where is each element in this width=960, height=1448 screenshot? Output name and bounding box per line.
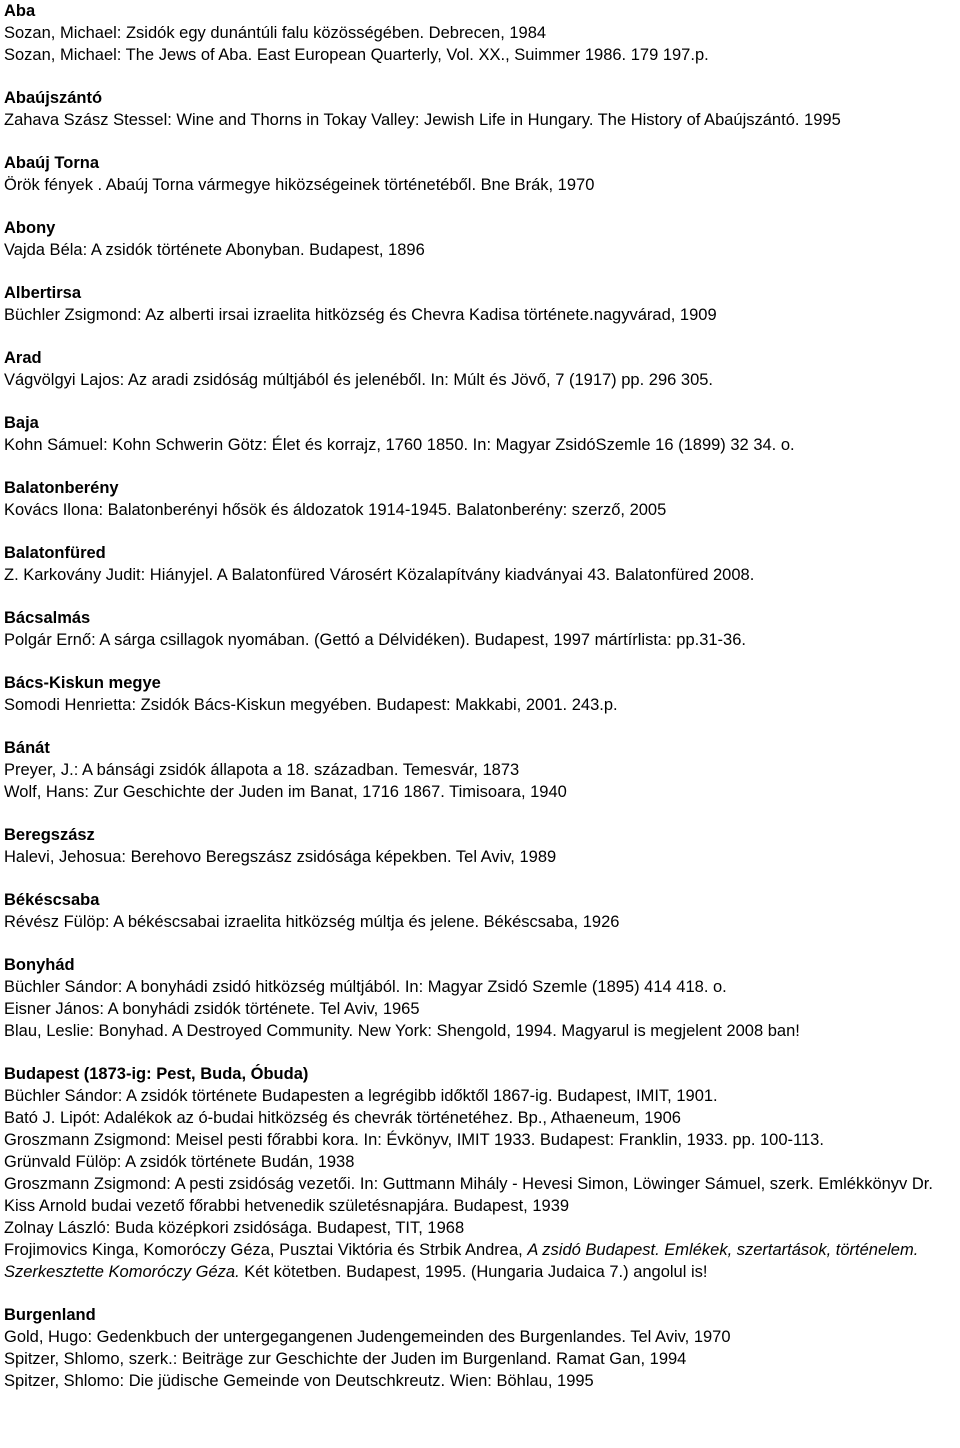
entry-line: Polgár Ernő: A sárga csillagok nyomában. (Gettó a Délvidéken). Budapest, 1997 mártírlista: pp.31-36.	[4, 631, 746, 649]
entry-line: Eisner János: A bonyhádi zsidók története. Tel Aviv, 1965	[4, 1000, 420, 1018]
section-heading: Abony	[4, 219, 56, 237]
section-burgenland	[4, 1304, 956, 1392]
section-baja	[4, 412, 956, 456]
entry-line: Wolf, Hans: Zur Geschichte der Juden im Banat, 1716 1867. Timisoara, 1940	[4, 783, 567, 801]
section-heading: Bácsalmás	[4, 609, 91, 627]
section-balatonfured	[4, 542, 956, 586]
section-arad	[4, 347, 956, 391]
entry-line: Spitzer, Shlomo: Die jüdische Gemeinde von Deutschkreutz. Wien: Böhlau, 1995	[4, 1372, 594, 1390]
section-heading: Baja	[4, 414, 39, 432]
section-bacs-kiskun	[4, 672, 956, 716]
entry-line: Büchler Zsigmond: Az alberti irsai izraelita hitközség és Chevra Kadisa története.nagyvárad, 1909	[4, 306, 717, 324]
section-bonyhad	[4, 954, 956, 1042]
entry-rest: Két kötetben. Budapest, 1995. (Hungaria Judaica 7.) angolul is!	[239, 1263, 708, 1281]
section-beregszasz	[4, 824, 956, 868]
section-banat	[4, 737, 956, 803]
entry-line: Büchler Sándor: A bonyhádi zsidó hitközség múltjából. In: Magyar Zsidó Szemle (1895) 414 418. o.	[4, 978, 727, 996]
entry-line: Vágvölgyi Lajos: Az aradi zsidóság múltjából és jelenéből. In: Múlt és Jövő, 7 (1917) pp. 296 305.	[4, 371, 714, 389]
entry-line: Groszmann Zsigmond: Meisel pesti főrabbi kora. In: Évkönyv, IMIT 1933. Budapest: Franklin, 1933. pp. 100-113.	[4, 1131, 824, 1149]
section-bacsalmas	[4, 607, 956, 651]
section-albertirsa	[4, 282, 956, 326]
entry-line: Kohn Sámuel: Kohn Schwerin Götz: Élet és korrajz, 1760 1850. In: Magyar ZsidóSzemle 16 (1899) 32 34. o.	[4, 436, 795, 454]
section-heading: Burgenland	[4, 1306, 96, 1324]
entry-line: Preyer, J.: A bánsági zsidók állapota a 18. században. Temesvár, 1873	[4, 761, 520, 779]
entry-line: Zahava Szász Stessel: Wine and Thorns in Tokay Valley: Jewish Life in Hungary. The History of Abaújszántó. 1995	[4, 111, 841, 129]
section-heading: Aba	[4, 2, 36, 20]
entry-line: Sozan, Michael: The Jews of Aba. East European Quarterly, Vol. XX., Suimmer 1986. 179 197.p.	[4, 46, 709, 64]
entry-line: Spitzer, Shlomo, szerk.: Beiträge zur Geschichte der Juden im Burgenland. Ramat Gan, 1994	[4, 1350, 687, 1368]
section-heading: Bács-Kiskun megye	[4, 674, 161, 692]
section-abauj-torna	[4, 152, 956, 196]
entry-line: Blau, Leslie: Bonyhad. A Destroyed Community. New York: Shengold, 1994. Magyarul is megjelent 2008 ban!	[4, 1022, 800, 1040]
section-abaujszanto	[4, 87, 956, 131]
entry-line: Vajda Béla: A zsidók története Abonyban. Budapest, 1896	[4, 241, 425, 259]
entry-line: Somodi Henrietta: Zsidók Bács-Kiskun megyében. Budapest: Makkabi, 2001. 243.p.	[4, 696, 618, 714]
entry-line: Bató J. Lipót: Adalékok az ó-budai hitközség és chevrák történetéhez. Bp., Athaeneum, 1906	[4, 1109, 681, 1127]
section-heading: Abaúj Torna	[4, 154, 100, 172]
entry-line: Büchler Sándor: A zsidók története Budapesten a legrégibb időktől 1867-ig. Budapest, IMIT, 1901.	[4, 1087, 718, 1105]
section-heading: Békéscsaba	[4, 891, 100, 909]
entry-line: Révész Fülöp: A békéscsabai izraelita hitközség múltja és jelene. Békéscsaba, 1926	[4, 913, 620, 931]
section-heading: Balatonfüred	[4, 544, 106, 562]
section-heading: Budapest (1873-ig: Pest, Buda, Óbuda)	[4, 1065, 309, 1083]
entry-line: Zolnay László: Buda középkori zsidósága. Budapest, TIT, 1968	[4, 1219, 465, 1237]
section-abony	[4, 217, 956, 261]
section-heading: Abaújszántó	[4, 89, 103, 107]
entry-line: Gold, Hugo: Gedenkbuch der untergegangenen Judengemeinden des Burgenlandes. Tel Aviv, 1970	[4, 1328, 731, 1346]
entry-line: Halevi, Jehosua: Berehovo Beregszász zsidósága képekben. Tel Aviv, 1989	[4, 848, 557, 866]
section-heading: Balatonberény	[4, 479, 119, 497]
entry-line: Z. Karkovány Judit: Hiányjel. A Balatonfüred Városért Közalapítvány kiadványai 43. Balatonfüred 2008.	[4, 566, 755, 584]
entry-line: Sozan, Michael: Zsidók egy dunántúli falu közösségében. Debrecen, 1984	[4, 24, 547, 42]
section-heading: Bánát	[4, 739, 50, 757]
entry-line: Kovács Ilona: Balatonberényi hősök és áldozatok 1914-1945. Balatonberény: szerző, 2005	[4, 501, 667, 519]
entry-line-frojimovics	[4, 1239, 956, 1283]
entry-line: Grünvald Fülöp: A zsidók története Budán, 1938	[4, 1153, 355, 1171]
entry-title-italic: A zsidó Budapest. Emlékek, szertartások, történelem. Szerkesztette Komoróczy Géza.	[4, 1241, 919, 1281]
section-heading: Albertirsa	[4, 284, 82, 302]
entry-authors: Frojimovics Kinga, Komoróczy Géza, Pusztai Viktória és Strbik Andrea,	[4, 1241, 528, 1259]
entry-line: Groszmann Zsigmond: A pesti zsidóság vezetői. In: Guttmann Mihály - Hevesi Simon, Löwinger Sámuel, szerk. Emlékkönyv Dr. Kiss Arnold budai vezető főrabbi hetvenedik születésnapjára. Budapest, 1939	[4, 1175, 933, 1215]
section-heading: Bonyhád	[4, 956, 75, 974]
bibliography-document	[4, 0, 956, 1413]
entry-line: Örök fények . Abaúj Torna vármegye hiközségeinek történetéből. Bne Brák, 1970	[4, 176, 595, 194]
section-heading: Beregszász	[4, 826, 95, 844]
section-balatonbereny	[4, 477, 956, 521]
section-heading: Arad	[4, 349, 42, 367]
section-budapest	[4, 1063, 956, 1283]
section-bekescsaba	[4, 889, 956, 933]
section-aba	[4, 0, 956, 66]
